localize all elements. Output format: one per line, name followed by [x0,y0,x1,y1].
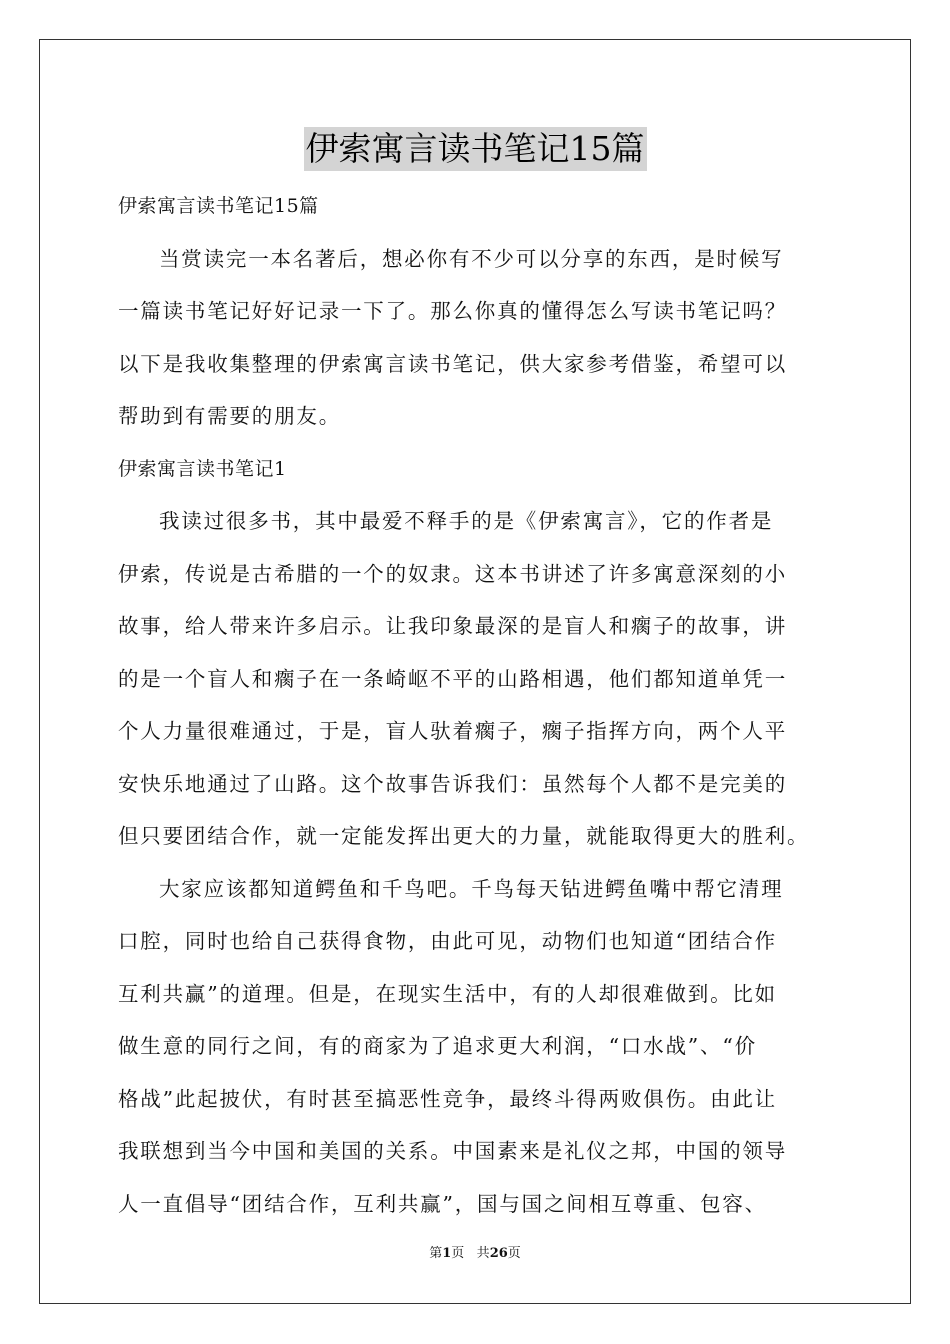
text-line: 互利共赢”的道理。但是，在现实生活中，有的人却很难做到。比如 [118,981,777,1006]
text-line: 一篇读书笔记好好记录一下了。那么你真的懂得怎么写读书笔记吗？ [118,299,787,323]
text-line: 故事，给人带来许多启示。让我印象最深的是盲人和瘸子的故事，讲 [118,614,787,638]
section-heading: 伊索寓言读书笔记1 [118,457,287,480]
text-line: 但只要团结合作，就一定能发挥出更大的力量，就能取得更大的胜利。 [118,824,810,848]
document-subtitle: 伊索寓言读书笔记15篇 [118,195,319,217]
intro-paragraph [118,233,838,443]
text-line: 我读过很多书，其中最爱不释手的是《伊索寓言》，它的作者是 [159,509,774,533]
text-line: 帮助到有需要的朋友。 [118,404,341,428]
text-line: 格战”此起披伏，有时甚至搞恶性竞争，最终斗得两败俱伤。由此让 [118,1086,777,1111]
page-number: 1 [442,1246,452,1261]
text-line: 个人力量很难通过，于是，盲人驮着瘸子，瘸子指挥方向，两个人平 [118,719,787,743]
text-line: 人一直倡导“团结合作，互利共赢”，国与国之间相互尊重、包容、 [118,1191,767,1216]
title-container [0,127,950,171]
document-body [118,180,838,1230]
page-prefix: 第 [429,1246,443,1261]
text-line: 做生意的同行之间，有的商家为了追求更大利润，“口水战”、“价 [118,1034,757,1058]
text-line: 伊索，传说是古希腊的一个的奴隶。这本书讲述了许多寓意深刻的小 [118,561,787,586]
text-line: 当赏读完一本名著后，想必你有不少可以分享的东西，是时候写 [159,246,784,271]
body-paragraph-2 [118,863,838,1231]
page-suffix: 页 [451,1246,465,1261]
text-line: 我联想到当今中国和美国的关系。中国素来是礼仪之邦，中国的领导 [118,1139,787,1163]
total-suffix: 页 [507,1246,521,1261]
document-title: 伊索寓言读书笔记15篇 [304,127,647,171]
text-line: 口腔，同时也给自己获得食物，由此可见，动物们也知道“团结合作 [118,929,777,953]
page-footer [0,1242,950,1261]
text-line: 的是一个盲人和瘸子在一条崎岖不平的山路相遇，他们都知道单凭一 [118,666,787,691]
text-line: 以下是我收集整理的伊索寓言读书笔记，供大家参考借鉴，希望可以 [118,351,787,376]
body-paragraph-1 [118,495,838,863]
text-line: 大家应该都知道鳄鱼和千鸟吧。千鸟每天钻进鳄鱼嘴中帮它清理 [159,876,784,901]
total-pages: 26 [489,1246,508,1261]
text-line: 安快乐地通过了山路。这个故事告诉我们：虽然每个人都不是完美的 [118,771,787,796]
total-prefix: 共 [476,1246,490,1261]
